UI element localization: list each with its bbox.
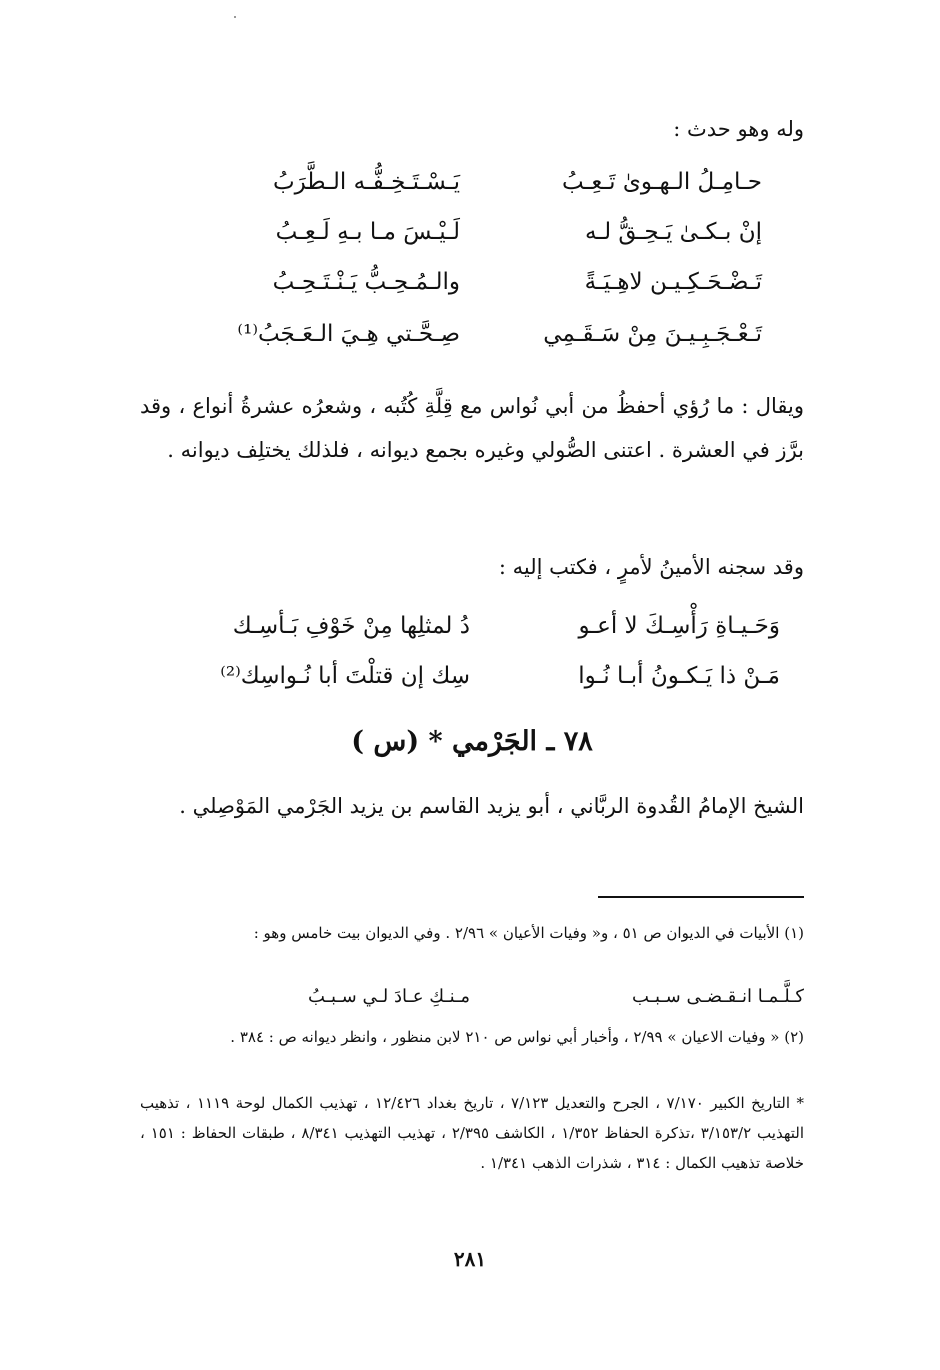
verse-first-hemistich: كـلَّـمـا انـقـضـى سـبـب <box>632 986 804 1007</box>
poem-row <box>190 260 762 304</box>
verse-first-hemistich: حـامِـلُ الـهـوىٰ تَـعِـبُ <box>562 169 762 195</box>
footnote-2: (٢) « وفيات الاعيان » ٢/٩٩ ، وأخبار أبي نواس ص ٢١٠ لابن منظور ، وانظر ديوانه ص : ٣٨٤ . <box>230 1028 804 1046</box>
verse-second-hemistich: لَـيْـسَ مـا بـهِ لَـعِـبُ <box>275 219 460 245</box>
poem-second <box>160 604 780 694</box>
verse-first-hemistich: وَحَـيـاةِ رَأْسِـكَ لا أعـو <box>578 613 780 639</box>
poem-row <box>190 312 762 356</box>
footnote-divider <box>598 896 804 898</box>
verse-first-hemistich: إنْ بـكـىٰ يَـحِـقُّ لـه <box>585 219 762 245</box>
verse-second-hemistich: مـنـكِ عـادَ لـي سـبـبُ <box>308 986 470 1007</box>
verse-first-hemistich: تَـضْـحَـكِـيـن لاهِـيَـةً <box>584 269 762 295</box>
scan-mark <box>234 16 236 18</box>
paragraph-prison: وقد سجنه الأمينُ لأمرٍ ، فكتب إليه : <box>498 555 804 579</box>
footnote-verse <box>170 986 804 1016</box>
verse-second-hemistich: والـمُـحِـبُّ يَـنْـتَـحِـبُ <box>272 269 460 295</box>
biography-paragraph: الشيخ الإمامُ القُدوة الربَّاني ، أبو يزيد القاسم بن يزيد الجَرْمي المَوْصِلي . <box>179 794 804 818</box>
poem-row <box>160 604 780 648</box>
verse-second-hemistich: دُ لمثلِها مِنْ خَوْفِ بَـأسِـك <box>232 613 470 639</box>
section-heading: ٧٨ ـ الجَرْمي * (س ) <box>351 726 593 757</box>
verse-second-hemistich: سِك إن قتلْتَ أبا نُـواسِك⁽²⁾ <box>220 663 470 689</box>
poem-row <box>190 210 762 254</box>
verse-second-hemistich: صِـحَّـتي هِـيَ الـعَـجَبُ⁽¹⁾ <box>237 321 460 347</box>
paragraph-abu-nuwas: ويقال : ما رُؤي أحفظُ من أبي نُواس مع قِلَّةِ كُتُبه ، وشعرُه عشرةُ أنواع ، وقد برَّز في العشرة . اعتنى الصُّولي وغيره بجمع ديوانه ، فلذلك يختلِف ديوانه . <box>140 394 804 462</box>
verse-first-hemistich: مَـنْ ذا يَـكـونُ أبـا نُـوا <box>578 663 780 689</box>
footnote-sources: * التاريخ الكبير ٧/١٧٠ ، الجرح والتعديل ٧/١٢٣ ، تاريخ بغداد ١٢/٤٢٦ ، تهذيب الكمال لوحة ١١١٩ ، تذهيب التهذيب ٣/١٥٣/٢ ،تذكرة الحفاظ ١/٣٥٢ ، الكاشف ٢/٣٩٥ ، تهذيب التهذيب ٨/٣٤١ ، طبقات الحفاظ : ١٥١ ، خلاصة تذهيب الكمال : ٣١٤ ، شذرات الذهب ١/٣٤١ . <box>140 1094 805 1172</box>
footnote-1: (١) الأبيات في الديوان ص ٥١ ، و« وفيات الأعيان » ٢/٩٦ . وفي الديوان بيت خامس وهو : <box>253 924 804 942</box>
poem-row <box>190 160 762 204</box>
verse-first-hemistich: تَـعْـجَـبِـيـنَ مِنْ سَـقَـمِي <box>543 321 762 347</box>
poem-first <box>190 160 762 380</box>
page-number: ٢٨١ <box>453 1247 487 1271</box>
verse-second-hemistich: يَـسْـتَـخِـفُّـه الـطَّرَبُ <box>272 169 460 195</box>
intro-line: وله وهو حدث : <box>673 117 804 141</box>
poem-row <box>160 654 780 698</box>
